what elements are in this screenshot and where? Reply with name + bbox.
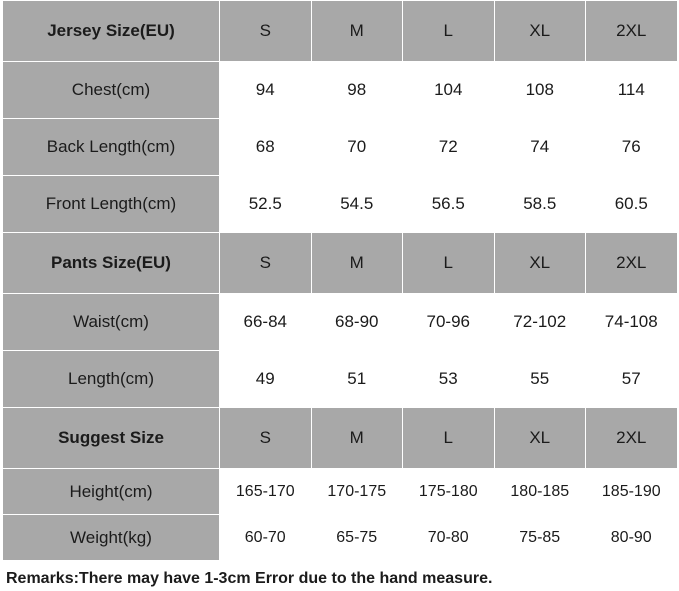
table-row [3, 351, 678, 408]
row-label: Back Length(cm) [3, 119, 220, 176]
cell-value: 108 [494, 62, 586, 119]
cell-value: 70-96 [403, 294, 495, 351]
row-label: Length(cm) [3, 351, 220, 408]
cell-value: 104 [403, 62, 495, 119]
cell-value: 58.5 [494, 176, 586, 233]
row-label: Waist(cm) [3, 294, 220, 351]
cell-value: 60.5 [586, 176, 678, 233]
cell-value: 74-108 [586, 294, 678, 351]
cell-value: 65-75 [311, 515, 403, 561]
cell-value: 76 [586, 119, 678, 176]
cell-value: 68-90 [311, 294, 403, 351]
cell-value: 170-175 [311, 469, 403, 515]
section-header-row [3, 233, 678, 294]
cell-value: 94 [220, 62, 312, 119]
row-label: Front Length(cm) [3, 176, 220, 233]
column-header: M [311, 233, 403, 294]
cell-value: 180-185 [494, 469, 586, 515]
cell-value: 70-80 [403, 515, 495, 561]
column-header: 2XL [586, 1, 678, 62]
cell-value: 51 [311, 351, 403, 408]
column-header: M [311, 1, 403, 62]
cell-value: 175-180 [403, 469, 495, 515]
table-row [3, 119, 678, 176]
column-header: XL [494, 408, 586, 469]
table-row [3, 515, 678, 561]
table-row [3, 62, 678, 119]
column-header: M [311, 408, 403, 469]
cell-value: 53 [403, 351, 495, 408]
cell-value: 70 [311, 119, 403, 176]
cell-value: 114 [586, 62, 678, 119]
section-header-row [3, 1, 678, 62]
column-header: S [220, 1, 312, 62]
column-header: S [220, 408, 312, 469]
cell-value: 75-85 [494, 515, 586, 561]
remarks-text: Remarks:There may have 1-3cm Error due to the hand measure. [6, 570, 493, 587]
cell-value: 56.5 [403, 176, 495, 233]
section-header-label: Jersey Size(EU) [3, 1, 220, 62]
cell-value: 72 [403, 119, 495, 176]
cell-value: 185-190 [586, 469, 678, 515]
row-label: Height(cm) [3, 469, 220, 515]
size-chart-table [2, 0, 678, 561]
column-header: S [220, 233, 312, 294]
cell-value: 66-84 [220, 294, 312, 351]
row-label: Chest(cm) [3, 62, 220, 119]
column-header: L [403, 233, 495, 294]
cell-value: 55 [494, 351, 586, 408]
cell-value: 98 [311, 62, 403, 119]
column-header: 2XL [586, 408, 678, 469]
column-header: L [403, 1, 495, 62]
cell-value: 74 [494, 119, 586, 176]
cell-value: 165-170 [220, 469, 312, 515]
cell-value: 60-70 [220, 515, 312, 561]
cell-value: 52.5 [220, 176, 312, 233]
column-header: 2XL [586, 233, 678, 294]
section-header-label: Pants Size(EU) [3, 233, 220, 294]
column-header: L [403, 408, 495, 469]
cell-value: 72-102 [494, 294, 586, 351]
section-header-label: Suggest Size [3, 408, 220, 469]
cell-value: 49 [220, 351, 312, 408]
table-row [3, 294, 678, 351]
section-header-row [3, 408, 678, 469]
column-header: XL [494, 1, 586, 62]
table-row [3, 176, 678, 233]
cell-value: 68 [220, 119, 312, 176]
cell-value: 54.5 [311, 176, 403, 233]
cell-value: 80-90 [586, 515, 678, 561]
table-row [3, 469, 678, 515]
column-header: XL [494, 233, 586, 294]
cell-value: 57 [586, 351, 678, 408]
row-label: Weight(kg) [3, 515, 220, 561]
